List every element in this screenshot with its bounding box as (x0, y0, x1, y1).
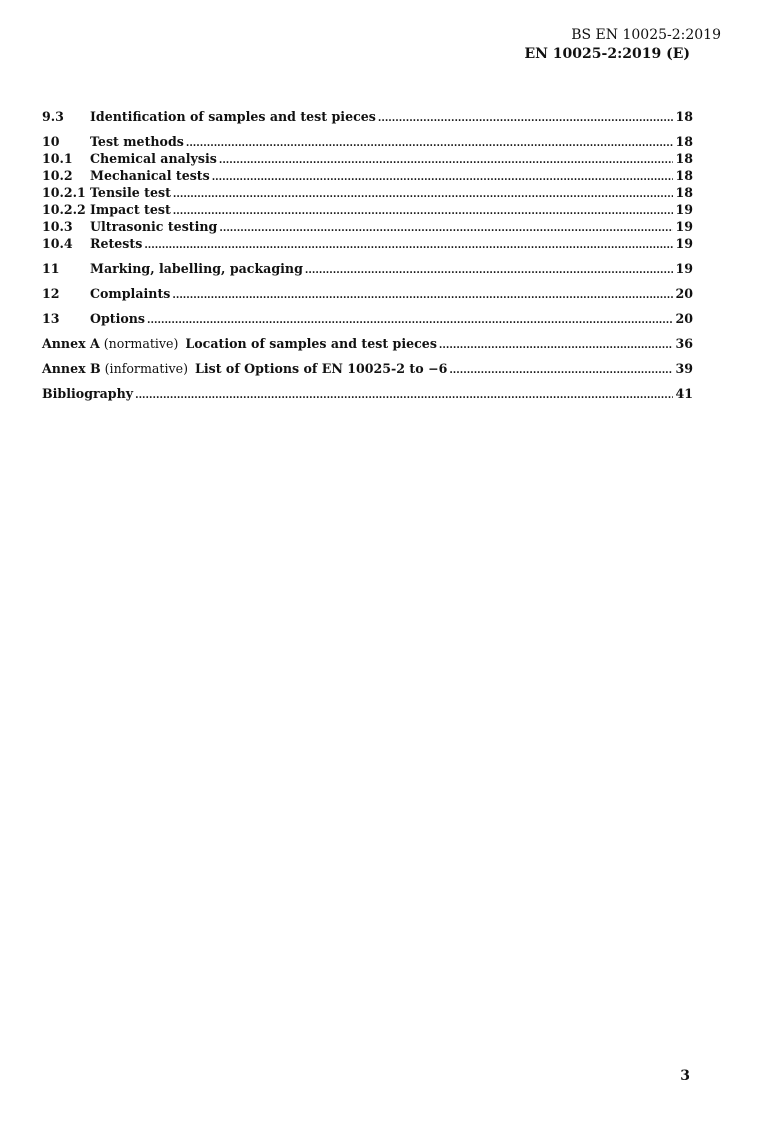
toc-leader-dots (439, 337, 674, 354)
toc-entry-annex-a[interactable] (42, 335, 693, 352)
toc-entry-13[interactable] (42, 310, 693, 327)
toc-entry-page: 18 (675, 185, 693, 200)
header-standard-number-en: EN 10025-2:2019 (E) (524, 46, 690, 62)
toc-entry-page: 19 (675, 202, 693, 217)
toc-entry-page: 36 (675, 336, 693, 351)
toc-entry-11[interactable] (42, 260, 693, 277)
toc-leader-dots (186, 135, 674, 152)
toc-entry-page: 19 (675, 236, 693, 251)
toc-entry-number: 10.2.2 (42, 202, 86, 217)
toc-entry-page: 41 (675, 386, 693, 401)
toc-entry-title: Impact test (90, 202, 171, 217)
toc-annex-type: (normative) (103, 336, 179, 351)
toc-leader-dots (147, 312, 673, 329)
toc-entry-page: 20 (675, 311, 693, 326)
toc-entry-number: 10.3 (42, 219, 73, 234)
toc-entry-10-4[interactable] (42, 235, 693, 252)
toc-leader-dots (219, 152, 674, 169)
toc-entry-page: 18 (675, 109, 693, 124)
toc-leader-dots (135, 387, 673, 404)
toc-leader-dots (378, 110, 674, 127)
page-number: 3 (680, 1068, 690, 1084)
header-standard-number: BS EN 10025-2:2019 (571, 27, 721, 43)
toc-entry-10-2[interactable] (42, 167, 693, 184)
toc-entry-title: Mechanical tests (90, 168, 210, 183)
toc-entry-number: 11 (42, 261, 60, 276)
toc-annex-type: (informative) (104, 361, 188, 376)
toc-entry-number: 13 (42, 311, 60, 326)
toc-entry-10-2-1[interactable] (42, 184, 693, 201)
toc-entry-page: 20 (675, 286, 693, 301)
toc-annex-label: Annex B (42, 361, 101, 376)
toc-entry-bibliography[interactable] (42, 385, 693, 402)
toc-entry-9-3[interactable] (42, 108, 693, 125)
toc-entry-number: 12 (42, 286, 60, 301)
toc-entry-number: 10.2.1 (42, 185, 86, 200)
toc-entry-page: 18 (675, 134, 693, 149)
toc-entry-number: 10.4 (42, 236, 73, 251)
toc-entry-10-3[interactable] (42, 218, 693, 235)
toc-annex-title: List of Options of EN 10025-2 to −6 (194, 361, 448, 376)
toc-annex-title: Location of samples and test pieces (185, 336, 437, 351)
toc-entry-title: Tensile test (90, 185, 171, 200)
toc-entry-title: Complaints (90, 286, 171, 301)
toc-entry-title: Retests (90, 236, 143, 251)
toc-entry-page: 19 (675, 261, 693, 276)
toc-annex-label: Annex A (42, 336, 100, 351)
toc-entry-number: 10 (42, 134, 60, 149)
toc-entry-page: 18 (675, 151, 693, 166)
toc-leader-dots (173, 186, 674, 203)
toc-leader-dots (144, 237, 673, 254)
toc-entry-number: 10.2 (42, 168, 73, 183)
toc-leader-dots (172, 287, 673, 304)
toc-entry-10-2-2[interactable] (42, 201, 693, 218)
table-of-contents (42, 108, 693, 402)
toc-entry-title: Chemical analysis (90, 151, 217, 166)
toc-entry-title: Ultrasonic testing (90, 219, 218, 234)
toc-entry-10[interactable] (42, 133, 693, 150)
toc-entry-title: Identification of samples and test pieces (90, 109, 376, 124)
toc-entry-annex-b[interactable] (42, 360, 693, 377)
toc-entry-number: 10.1 (42, 151, 73, 166)
toc-entry-12[interactable] (42, 285, 693, 302)
toc-entry-title: Marking, labelling, packaging (90, 261, 303, 276)
toc-leader-dots (173, 203, 674, 220)
toc-leader-dots (305, 262, 674, 279)
toc-leader-dots (219, 220, 673, 237)
toc-leader-dots (212, 169, 674, 186)
toc-entry-page: 18 (675, 168, 693, 183)
toc-bibliography-title: Bibliography (42, 386, 134, 401)
toc-entry-page: 19 (675, 219, 693, 234)
toc-entry-number: 9.3 (42, 109, 64, 124)
toc-entry-page: 39 (675, 361, 693, 376)
toc-leader-dots (449, 362, 673, 379)
toc-entry-title: Options (90, 311, 146, 326)
toc-entry-title: Test methods (90, 134, 184, 149)
toc-entry-10-1[interactable] (42, 150, 693, 167)
